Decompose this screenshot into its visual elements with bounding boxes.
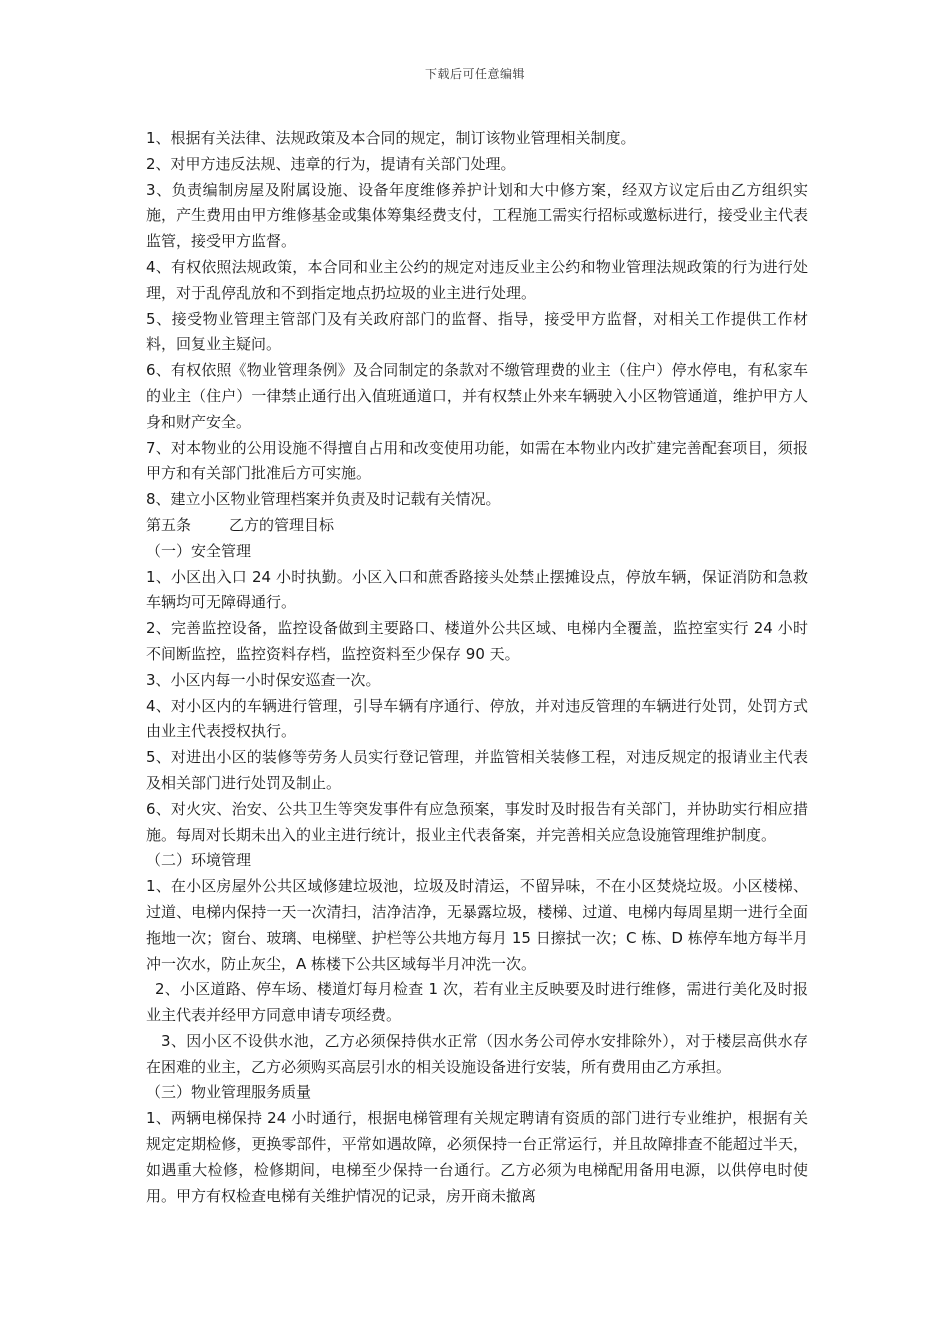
safety-item: 3、小区内每一小时保安巡查一次。 <box>146 670 381 689</box>
safety-item: 6、对火灾、治安、公共卫生等突发事件有应急预案，事发时及时报告有关部门，并协助实行相应措施。每周对长期未出入的业主进行统计，报业主代表备案，并完善相关应急设施管理维护制度。 <box>146 799 808 844</box>
safety-item: 4、对小区内的车辆进行管理，引导车辆有序通行、停放，并对违反管理的车辆进行处罚，处罚方式由业主代表授权执行。 <box>146 696 808 741</box>
environment-item: 2、小区道路、停车场、楼道灯每月检查 1 次，若有业主反映要及时进行维修，需进行美化及时报业主代表并经甲方同意申请专项经费。 <box>146 980 808 1025</box>
clause-paragraph: 5、接受物业管理主管部门及有关政府部门的监督、指导，接受甲方监督，对相关工作提供工作材料，回复业主疑问。 <box>146 309 808 354</box>
section-title-safety: （一）安全管理 <box>146 541 252 560</box>
document-body <box>146 126 808 1209</box>
safety-item: 2、完善监控设备，监控设备做到主要路口、楼道外公共区域、电梯内全覆盖，监控室实行 24 小时不间断监控，监控资料存档，监控资料至少保存 90 天。 <box>146 619 808 663</box>
clause-paragraph: 8、建立小区物业管理档案并负责及时记载有关情况。 <box>146 490 501 509</box>
clause-paragraph: 3、负责编制房屋及附属设施、设备年度维修养护计划和大中修方案，经双方议定后由乙方组织实施，产生费用由甲方维修基金或集体筹集经费支付，工程施工需实行招标或邀标进行，接受业主代表监管，接受甲方监督。 <box>146 180 808 251</box>
page-header: 下载后可任意编辑 <box>424 67 525 81</box>
section-title-quality: （三）物业管理服务质量 <box>146 1083 312 1102</box>
clause-paragraph: 4、有权依照法规政策，本合同和业主公约的规定对违反业主公约和物业管理法规政策的行为进行处理，对于乱停乱放和不到指定地点扔垃圾的业主进行处理。 <box>146 257 808 302</box>
environment-item: 3、因小区不设供水池，乙方必须保持供水正常（因水务公司停水安排除外），对于楼层高供水存在困难的业主，乙方必须购买高层引水的相关设施设备进行安装，所有费用由乙方承担。 <box>146 1031 808 1076</box>
safety-item: 5、对进出小区的装修等劳务人员实行登记管理，并监管相关装修工程，对违反规定的报请业主代表及相关部门进行处罚及制止。 <box>146 748 808 792</box>
article-title: 乙方的管理目标 <box>229 515 335 534</box>
clause-paragraph: 7、对本物业的公用设施不得擅自占用和改变使用功能，如需在本物业内改扩建完善配套项目，须报甲方和有关部门批准后方可实施。 <box>146 438 808 483</box>
article-heading <box>146 513 808 539</box>
clause-paragraph: 2、对甲方违反法规、违章的行为，提请有关部门处理。 <box>146 154 516 173</box>
safety-item: 1、小区出入口 24 小时执勤。小区入口和蔗香路接头处禁止摆摊设点，停放车辆，保证消防和急救车辆均可无障碍通行。 <box>146 567 808 612</box>
quality-item: 1、两辆电梯保持 24 小时通行，根据电梯管理有关规定聘请有资质的部门进行专业维护，根据有关规定定期检修，更换零部件，平常如遇故障，必须保持一台正常运行，并且故障排查不能超过半天，如遇重大检修，检修期间，电梯至少保持一台通行。乙方必须为电梯配用备用电源，以供停电时使用。甲方有权检查电梯有关维护情况的记录，房开商未撤离 <box>146 1109 808 1205</box>
clause-paragraph: 1、根据有关法律、法规政策及本合同的规定，制订该物业管理相关制度。 <box>146 129 636 147</box>
environment-item: 1、在小区房屋外公共区域修建垃圾池，垃圾及时清运，不留异味，不在小区焚烧垃圾。小区楼梯、过道、电梯内保持一天一次清扫，洁净洁净，无暴露垃圾，楼梯、过道、电梯内每周星期一进行全面拖地一次；窗台、玻璃、电梯壁、护栏等公共地方每月 15 日擦拭一次；C 栋、D 栋停车地方每半月冲一次水，防止灰尘，A 栋楼下公共区域每半月冲洗一次。 <box>146 877 808 973</box>
clause-paragraph: 6、有权依照《物业管理条例》及合同制定的条款对不缴管理费的业主（住户）停水停电，有私家车的业主（住户）一律禁止通行出入值班通道口，并有权禁止外来车辆驶入小区物管通道，维护甲方人身和财产安全。 <box>146 361 808 431</box>
article-number: 第五条 <box>146 515 192 534</box>
section-title-environment: （二）环境管理 <box>146 851 252 870</box>
